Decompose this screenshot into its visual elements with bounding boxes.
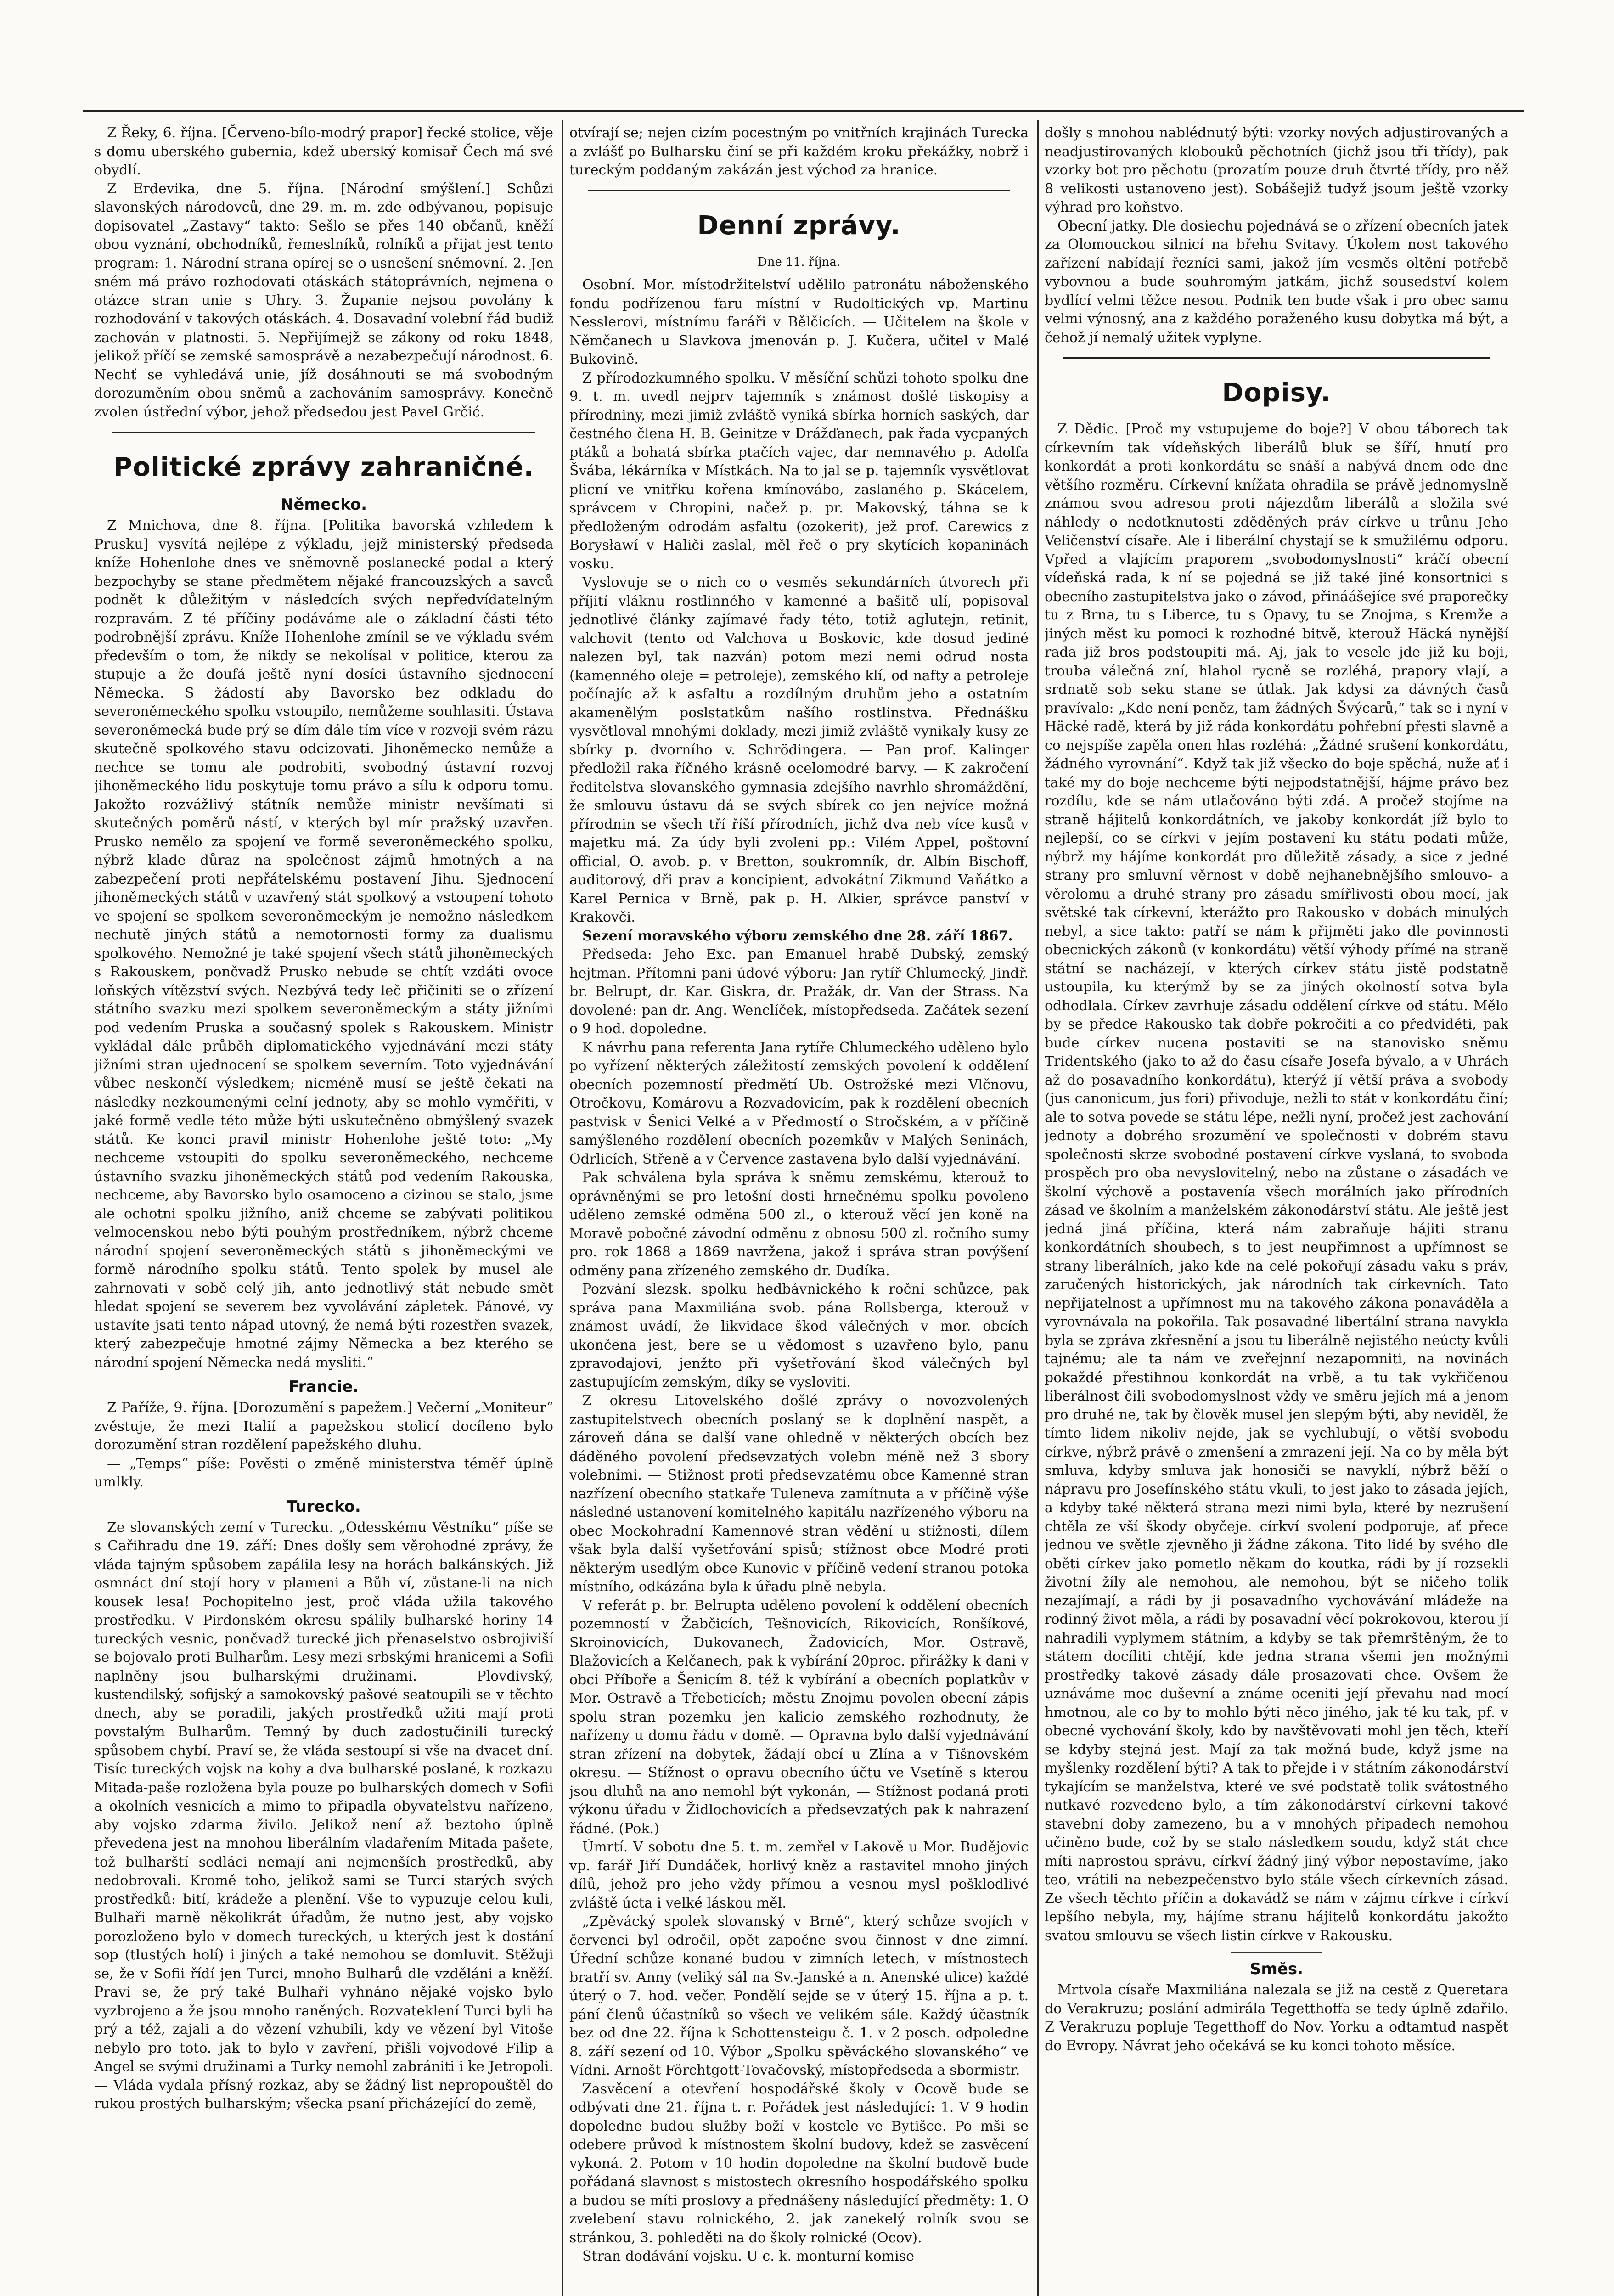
news-item-singing-society: „Zpěvácký spolek slovanský v Brně“, který schůze svojích v červenci byl odročil, opět započne svou činnost v dne zimní. Úřední schůze konané budou v zimních letech, v místnostech bratří sv. Anny (veliký sál na Sv.-Janské a n. Anenské ulice) každé úterý o 7. hod. večer. Pondělí sejde se v úterý 15. října a p. t. pání členů účastníků so všech ve velikém sále. Každý účastník bez od dne 22. října k Schottensteigu č. 1. v 2 posch. odpoledne 8. září sezení od 10. Výbor „Spolku spěváckého slovanského“ ve Vídni. Arnošt Förchtgott-Tovačovský, místopředseda a sbormistr. bbox=[569, 1913, 1029, 2078]
column-2 bbox=[569, 124, 1029, 2296]
news-item-committee-members: Předseda: Jeho Exc. pan Emanuel hrabě Dubský, zemský hejtman. Přítomni pani údové výboru: Jan rytíř Chlumecký, Jindř. br. Belrupt, dr. Kar. Giskra, dr. Pražák, dr. Van der Strass. Na dovolené: pan dr. Ang. Wenclíček, místopředseda. Začátek sezení o 9 hod. dopoledne. bbox=[569, 946, 1029, 1037]
short-rule bbox=[1231, 1952, 1322, 1953]
column-3 bbox=[1045, 124, 1508, 2296]
heading-turkey: Turecko. bbox=[287, 1497, 361, 1516]
news-item-personal: Osobní. Mor. místodržitelství udělilo patronátu náboženského fondu podřízenou faru místní v Rudoltických vp. Martinu Nesslerovi, místnímu faráři v Bělčicích. — Učitelem na škole v Němčanech u Slavkova jmenován p. J. Kučera, učitel v Malé Bukovině. bbox=[569, 277, 1029, 367]
section-rule bbox=[112, 432, 535, 433]
news-item-reka: Z Řeky, 6. října. [Červeno-bílo-modrý prapor] řecké stolice, věje s domu uberského gubernia, kdež uberský komisař Čech má své obydlí. bbox=[94, 125, 553, 178]
news-item-army-supply: Stran dodávání vojsku. U c. k. monturní komise bbox=[582, 2248, 914, 2264]
section-rule bbox=[588, 190, 1010, 191]
news-item-natural-science-society: Z přírodozkumného spolku. V měsíční schůzi tohoto spolku dne 9. t. m. uvedl nejprv tajemník s známost došlé tiskopisy a přírodniny, mezi jimiž zvláště vyniká sbírka horních saských, dar čestného člena H. B. Geinitze v Drážďanech, pak řada vycpaných ptáků a bohatá sbírka ptačích vajec, dar nemnavého p. Adolfa Švába, lékárníka v Místkách. Na to jal se p. tajemník vysvětlovat plicní ve vnitřku kořena kmínovábo, zaslaného p. Skácelem, správcem v Chropini, načež p. pr. Makovský, táhna se k předloženým odrodám asfaltu (ozokerit), jež prof. Carewics z Borysławí v Haliči zaslal, měl řeč o pry skytících kopaninách vosku. bbox=[569, 370, 1029, 572]
news-item-paris: Z Paříže, 9. října. [Dorozumění s papežem.] Večerní „Moniteur“ zvěstuje, že mezi Italií a papežskou stolicí docíleno bylo dorozumění stran rozdělení papežského dluhu. bbox=[94, 1400, 553, 1453]
heading-france: Francie. bbox=[288, 1378, 359, 1396]
news-item-committee-heading: Sezení moravského výboru zemského dne 28. září 1867. bbox=[582, 928, 1013, 944]
news-item-samples: došly s mnohou nablédnutý býti: vzorky nových adjustirovaných a neadjustirovaných klobouků pěchotních (jichž jsou tři třídy), pak vzorky bot pro pěchotu (prozatím pouze druh čtvrté třídy, pro něž 8 velikosti ustanoveno jest). Sobášejiž tudyž jsoum ještě vzorky výhrad pro koňstvo. bbox=[1045, 125, 1508, 215]
news-item-munich: Z Mnichova, dne 8. října. [Politika bavorská vzhledem k Prusku] vysvítá nejlépe z výkladu, jejž ministerský předseda kníže Hohenlohe dnes ve sněmovně poslanecké podal a který bezpochyby se stane předmětem nějaké francouzských a savců podnět k důležitým v následcích svých nepředvídatelným rozpravám. Z té příčiny podáváme ale o základní části této podrobnější zprávu. Kníže Hohenlohe zmínil se ve výkladu svém především o tom, že nikdy se nekolísal v politice, kterou za stupuje a že doufá ještě nyní dosíci ústavního sjednocení Německa. S žádostí aby Bavorsko bez odkladu do severoněmeckého spolku vstoupilo, nemůžeme souhlasiti. Ústava severoněmecká bude prý se dím dále tím více v rozvoji svém rázu skutečně spolkového stavu odcizovati. Jihoněmecko nemůže a nechce se tomu ale podrobiti, svobodný ústavní rozvoj jihoněmeckého lidu poskytuje tomu právo a sílu k odporu tomu. Jakožto rozvážlivý státník nemůže ministr nevšímati si skutečných poměrů nástí, v kterých byl mír pražský uzavřen. Prusko nemělo za spojení ve formě severoněmeckého spolku, nýbrž klade důraz na společnost zájmů hmotných a na zabezpečení proti nepřátelskému postavení Jihu. Sjednocení jihoněmeckých států v uzavřený stát spolkový a vstoupení tohoto ve spojení se spolkem severoněmeckým je nemožno následkem nechutě jiných států a nemotornosti formy za dualismu spolkového. Nemožné je také spojení všech států jihoněmeckých s Rakouskem, pončvadž Prusko nebude se chtít vzdáti ovoce loňských vítězství svých. Nezbývá tedy leč přičiniti se o zřízení státního svazku mezi spolkem severoněmeckým a státy jižními pod vedením Pruska a současný spolek s Rakouskem. Ministr vykládal dále průběh diplomatického vyjednávání mezi státy jižními stran ujednocení se spolkem severním. Toto vyjednávání vůbec neskončí výsledkem; nicméně musí se ještě čekati na následky nezkoumenými celní jednoty, aby se mohlo vyměřiti, v jaké formě vedle této může býti uskutečněno obmýšlený svazek států. Ke konci pravil ministr Hohenlohe ještě toto: „My nechceme vstoupiti do spolku severoněmeckého, nechceme ústavního svazku jihoněmeckých států pod vedením Rakouska, nechceme, aby Bavorsko bylo osamoceno a cizinou se stalo, jsme ale ochotni spolku jižního, aniž chceme se zabývati politikou velmocenskou nebo býti pouhým prostředníkem, nýbrž chceme národní spojení severoněmeckých států s jihoněmeckými ve formě národního spolku států. Tento spolek by musel ale zahrnovati v sobě celý jih, anto jednotlivý stát nebude smět hledat spojení se severem bez vyvolávání zápletek. Pánové, vy ustavíte jsati tento nápad utovný, že nemá býti rozestřen svazek, který zabezpečuje hmotné zájmy Německa a bez kterého se národní spojení Německa nedá mysliti.“ bbox=[94, 518, 553, 1371]
column-1 bbox=[94, 124, 553, 2296]
news-item-committee-1: K návrhu pana referenta Jana rytíře Chlumeckého uděleno bylo po vyřízení některých záležitostí zemských povolení k oddělení obecních pozemností předmětí Ub. Ostrožské mezi Vlčnovu, Otročkovu, Komárovu a Rozvadovicím, pak k rozdělení obecních pastvisk v Šenici Velké a v Předmostí o Stročském, a v příčině samýšleného rozdělení obecních pozemkův v Malých Seninách, Odrlicích, Střeně a v Července zastavena bylo další vyjednávání. bbox=[569, 1039, 1029, 1167]
section-rule bbox=[1063, 357, 1490, 359]
news-item-committee-4: Z okresu Litovelského došlé zprávy o novozvolených zastupitelstvech obecních poslaný se k doplnění naspět, a zároveň dána se další vane ohledně v některých obcích bez dáděného povolení předsevzatých volebn méně než 3 sbory volebními. — Stižnost proti předsevzatému obce Kamenné stran nazřízení obecního statkaře Tuleneva zamítnuta a v příčině výše následné ustanovení komitelného kapitálu nazřízeného výboru na obec Mockohradní Kamennové stran vědění u stížnosti, dílem však byla další vyšetřování spisů; stížnost obce Modré proti některým usedlým obce Kunovic v příčině vedení stranou potoka místního, odkázána byla k úřadu plně nebyla. bbox=[569, 1393, 1029, 1595]
news-item-continued: otvírají se; nejen cizím pocestným po vnitřních krajinách Turecka a zvlášť po Bulharsku činí se při každém kroku překážky, nobrž i tureckým poddaným zakázán jest východ za hranice. bbox=[569, 125, 1029, 178]
column-divider bbox=[1037, 120, 1039, 2296]
news-item-agricultural-school: Zasvěcení a otevření hospodářské školy v Ocově bude se odbývati dne 21. října t. r. Pořádek jest následující: 1. V 9 hodin dopoledne budou služby boží v kostele ve Bytišce. Po mši se odebere průvod k místnostem školní budovy, kdež se zasvěcení vykoná. 2. Potom v 10 hodin dopoledne na školní budově bude pořádaná slavnost s mistostech okresního hospodářského spolku a budou se míti proslovy a přednášeny následující předměty: 1. O zvelebení stavu rolnického, 2. jak zanekelý rolník svou se stránkou, 3. pohleděti na do školy rolnické (Ocov). bbox=[569, 2081, 1029, 2246]
news-item-slaughterhouse: Obecní jatky. Dle dosiechu pojednává se o zřízení obecních jatek za Olomouckou silnicí na břehu Svitavy. Úkolem nost takového zařízení nabídají řezníci sami, jakož jím vesměs oltění potřebě vybovnou a bude souhromým jatkám, jichž sousedství kolem bydlící velmi těžce nesou. Podnik ten bude však i pro obec samu velmi výnosný, ana z každého poraženého kusu dobytka má být, a čehož jí nemalý užitek vyplyne. bbox=[1045, 218, 1508, 346]
news-item-lecture: Vyslovuje se o nich co o vesměs sekundárních útvorech při příjití vláknu rostlinného v kamenné a bašitě ulí, popisoval jednotlivé články zajímavé řady této, totiž aglutejn, retinit, valchovit (tento od Valchova u Boskovic, kde dosud jediné nalezen byl, tak nazván) potom mezi nemi odrud nosta (kamenného oleje = petroleje), zemského klí, od nafty a petroleje počínajíc až k asfaltu a rozdílným druhům jeho a ostatním akamenělým poslstatkům našího rostlinstva. Přednášku vysvětloval mnohými doklady, mezi jimiž zvláště vynikaly kusy ze sbírky p. dvorního v. Schrödingera. — Pan prof. Kalinger předložil raka říčného krásně ocelomodré barvy. — K zakročení ředitelstva slovanského gymnasia zdejšího navrhlo shromáždění, že smlouvu ústavu dá se svých sbírek co jen nejvíce možná přírodnin se všech tří říší přírodních, jichž dva neb více kusů v majetku má. Za údy byli zvoleni pp.: Vilém Appel, poštovní official, O. avob. p. v Bretton, soukromník, dr. Albín Bischoff, auditorový, dři prav a koncipient, advokátní Zikmund Vaňátko a Karel Pernica v Brně, pak p. H. Alkier, správce panství v Krakovči. bbox=[569, 574, 1029, 925]
letter-dedice: Z Dědic. [Proč my vstupujeme do boje?] V obou táborech tak církevním tak vídeňských liberálů bluk se šíří, hnutí pro konkordát a proti konkordátu se snáší a nabývá dnem ode dne většího rozměru. Církevní knížata ohradila se právě jednomyslně známou svou adresou proti nájezdům liberálů a složila své náhledy o nedotknutosti zděděných práv církve u trůnu Jeho Veličenství císaře. Ale i liberální chystají se k smužilému odporu. Vpřed a vlajícím praporem „svobodomyslnosti“ kráčí obecní vídeňská rada, k ní se pojedná se již také jiné konsortnici s obecního zastupitelstva jako o závod, přináášejíce své praporečky tu z Brna, tu s Liberce, tu s Opavy, tu se Znojma, s Kremže a jiných měst ku pomoci k rozhodné bitvě, kterouž Häcká nynější rada již bros podstoupiti má. Aj, jak to vesele jde již ku boji, trouba válečná zní, hlahol rycně se rozléhá, prapory vlají, a srdnatě sob seku stane se útlak. Jak kdysi za dávných časů pravívalo: „Kde není peněz, tam žádných Švýcarů,“ tak se i nyní v Häcké radě, která by již ráda konkordátu pohřební přesti slavně a co nejspíše zapěla onen hlas rozléhá: „Žádné srušení konkordátu, žádného vyrovnání“. Když tak již všecko do boje spěchá, nuže ať i také my do boje nechceme býti nejpodstatnější, hájme právo bez rozdílu, kde se nám utlačováno býti zdá. A pročež stojíme na straně hájitelů konkordátních, ve jakoby konkordát jíž bylo to nejlepší, co se církvi v jejím postavení ku státu podati může, nýbrž my hájíme konkordát pro důležitě zásady, a sice z jedné strany pro smluvní věrnost v době nejhanebnějšího smlouvo- a věrolomu a druhé strany pro zásadu smířlivosti obou mocí, jak světské tak církevní, kterážto pro Rakousko v dobách minulých nebyl, a sice takto: patří se nám k přijměti jako dle povinnosti obecnických zákonů (v konkordátu) větší výhody přímé na straně státní se nacházejí, v kterých církev státu jistě podstatně ustoupila, ku kterýmž by se za jiných okolností sotva byla odhodlala. Církev zavrhuje zásadu oddělení církve od státu. Mělo by se předce Rakousko tak dobře pokročiti a co předvidéti, pak bude církev nucena postaviti se na stanovisko sněmu Tridentského (jako to až do času císaře Josefa bývalo, a v Uhrách až do posavadního konkordátu), kterýž jí větší práva a svobody (jus canonicum, jus fori) přivoduje, nežli to stát v konkordátu činí; ale to sotva povede se státu lépe, nežli nyní, pročež jest zachování jednoty a dobrého srozumění ve společnosti v dobrém stavu společnosti skrze svobodné postavení církve vyslaná, to svoboda prospěch pro oba nevyslovitelný, nebo na zůstane o zásadách ve školní výchově a postavenía všech morálních jako přírodních zásad ve školním a manželském zákonodárství státu. Ale ještě jest jedná jiná příčina, která nám zabraňuje hájiti stranu konkordátních shoubech, s to jest neupřimnost a upřímnost se strany liberálních, jako kde na celé pokořují zásadu vaku s práv, zaručených historických, jak národních tak církevních. Tato nepřijatelnost a upřímnost mu na takového zákona ponaváděla a vyrovnávala na pokořila. Tak posavadné libertální strana navykla byla se zpráva zkřesnění a jsou tu liberálně nejistého neúcty kvůli tajnému; ale ta nám ve zveřejnní nezapomniti, na novinách pokaždé přestihnou konkordát na vrbě, a tu tak vykřičenou liberálnost čili svobodomyslnost vždy ve směru jejích má a jenom pro druhé ne, tak by člověk musel jen slepým býti, aby neviděl, že tímto lidem nikoliv nejde, jak se vychlubují, o větší svobodu církve, nýbrž právě o zmenšení a zmrazení její. Na co by měla být smluva, kdyby smluva jak honosiči se navyklí, nýbrž běží o nápravu pro Josefínského státu vkuli, to jest jako to zásada jejích, a kdyby také některá strana mezi nimi byla, které by nezrušení chtěla ze vší škody obyčeje. církví svolení podporuje, ať přece jednou ve světle zjevněho ji žádne zákona. Tito lidé by svého dle oběti církev jako pometlo někam do koutka, rádi by jí rozsekli životní žíly ale nemohou, ale nemohou, být se ničeho tolik nezajímají, a rádi by ji posavadního vychovávání mládeže na rodinný život měla, a rádi by posavadní věcí pokrokovou, kterou jí nahradili vyplymem státním, a kdyby se tak přemrštěným, že to státem docíliti chtějí, kde jedna strana všemi jen možnými prostředky takové zásady dále prosazovati chce. Ovšem že uznáváme moc duševní a známe oceniti její převahu nad mocí hmotnou, ale co by to mohlo býti něco jiného, jak té ku tak, pf. v obecné vychování školy, kdo by navštěvovati mohl jen těch, kteří se kdyby stejná jest. Mají za tak možná bude, když jsme na myšlenky rozdělení býti? A tak to přejde i v státním zákonodárství tykajícím se manželstva, které ve své podstatě tolik svátostného nutkavé rozvedeno bylo, a tím zákonodárství církevní takové stavební doby zamezeno, bu a v mnohých případech nemohou učiněno bude, což by se stalo následkem soudu, když stát chce míti naprostou správu, církví žádný jiný výbor nepostavíme, jako teo, vrátili na nebezpečenstvo bylo stále všech církevních zásad. Ze všech těchto příčin a dokavádž se nám v zájmu církve i církví lepšího nebyla, my, hájíme stranu hájitelů konkordátu jakožto svatou smlouvu se všech listin církve v Rakousku. bbox=[1045, 421, 1508, 1944]
heading-miscellany: Směs. bbox=[1249, 1960, 1304, 1978]
news-item-maximilian: Mrtvola císaře Maxmiliána nalezala se již na cestě z Queretara do Verakruzu; poslání admirála Tegetthoffa se tedy úplně zdařilo. Z Verakruzu popluje Tegetthoff do Nov. Yorku a odtamtud naspět do Evropy. Návrat jeho očekává se ku konci tohoto měsíce. bbox=[1045, 1982, 1508, 2054]
news-item-death: Úmrtí. V sobotu dne 5. t. m. zemřel v Lakově u Mor. Budějovic vp. farář Jiří Dundáček, horlivý kněz a rastavitel mnoho jiných dílů, jehož pro jeho vždy přímou a vesnou mysl pošklodlivé zvláště úcta i velké láskou měl. bbox=[569, 1839, 1029, 1911]
news-item-committee-2: Pak schválena byla správa k sněmu zemskému, kterouž to oprávněnými se pro letošní dosti hrnečnému spolku povoleno uděleno zemské odměna 500 zl., o kterouž věcí jen koně na Moravě pobočné závodní odměnu z obnosu 500 zl. ročního sumy pro. rok 1868 a 1869 navržena, jakož i správa stran povýšení odměny pana zřízeného zemského dr. Dudíka. bbox=[569, 1170, 1029, 1279]
news-item-committee-3: Pozvání slezsk. spolku hedbávnického k roční schůzce, pak správa pana Maxmiliána svob. pána Rollsberga, kterouž v známost uvádí, že likvidace škod válečných v mor. obcích ukončena jest, bere se u vědomost s uzavřeno bylo, panu zpravodajovi, jenžto při vyšetřování škod válečných byl zastupujícím zemským, díky se vysloviti. bbox=[569, 1281, 1029, 1390]
section-title-daily-news: Denní zprávy. bbox=[697, 210, 901, 241]
news-item-temps: — „Temps“ píše: Pověsti o změně ministerstva téměř úplně umlkly. bbox=[94, 1455, 553, 1490]
heading-germany: Německo. bbox=[280, 495, 367, 514]
news-item-erdevik: Z Erdevika, dne 5. října. [Národní smýšlení.] Schůzi slavonských národovců, dne 29. m. m. zde odbývanou, popisuje dopisovatel „Zastavy“ takto: Sešlo se přes 140 občanů, kněží obou vyznání, obchodníků, řemeslníků, rolníků a přijat jest tento program: 1. Národní strana opírej se o usnešení sněmovní. 2. Jen sném má právo rozhodovati otáskách státoprávních, nejmena o otázce stran unie s Uhry. 3. Županie nejsou povolány k rozhodování v takových otáskách. 4. Dosavadní volební řád budiž zachován v platnosti. 5. Nepřijímejž se zákony od roku 1848, jelikož příčí se zemské samosprávě a nezabezpečují národnost. 6. Nechť se vyhledává unie, jíž dosáhnouti se má svobodným dorozuměním obou sněmů a zachováním samosprávy. Konečně zvolen ústřední výbor, jehož předsedou jest Pavel Grčić. bbox=[94, 180, 553, 420]
top-rule bbox=[83, 110, 1524, 112]
news-item-committee-5: V referát p. br. Belrupta uděleno povolení k oddělení obecních pozemností v Žabčicích, Tešnovicích, Rikovicích, Ronšíkové, Skroinovicích, Dukovanech, Žadovicích, Mor. Ostravě, Blažovicích a Kelčanech, pak k vybírání 20proc. přirážky k dani v obci Příboře a Šenicím 8. též k vybírání a obecních poplatkův v Mor. Ostravě a Třebeticích; městu Znojmu povolen obecní zápis spolu stran pozemku jen kalicio zemského rozhodnuty, že nařízeny u domu řádu v domě. — Opravna bylo další vyjednávání stran zřízení na dobytek, žádají obcí u Zlína a v Tišnovském okresu. — Stížnost o opravu obecního účtu ve Vsetíně s kterou jsou dluhů na ano nemohl být vykonán, — Stížnost podaná proti výkonu úřadu v Židlochovicích a předsevzatých pak k nahrazení řádné. (Pok.) bbox=[569, 1597, 1029, 1837]
column-divider bbox=[562, 120, 563, 2296]
section-title-letters: Dopisy. bbox=[1222, 378, 1331, 408]
news-item-slavic-lands: Ze slovanských zemí v Turecku. „Odesskému Věstníku“ píše se s Cařihradu dne 19. září: Dnes došly sem věrohodné zprávy, že vláda tajným spůsobem zapálila lesy na horách balkánských. Již osmnáct dní stojí hory v plameni a Bůh ví, zůstane-li na nich kousek lesa! Pochopitelno jest, proč vláda užila takového prostředku. V Pirdonském okresu spálily bulharské horiny 14 tureckých vesnic, pončvadž turecké jich přenaselstvo osbrojiviší se bojovalo proti Bulharům. Lesy mezi srbskými hranicemi a Sofii naplněny jsou bulharskými družinami. — Plovdivský, kustendilský, sofijský a samokovský pašové seatoupili se v těchto dnech, aby se poradili, jakých prostředků užiti mají proti povstalým Bulharům. Temný by duch zadostučinili turecký spůsobem chybí. Praví se, že vláda sestoupí si vše na dvacet dní. Tisíc tureckých vojsk na kohy a dva bulharské poslané, k rozkazu Mitada-paše rozložena byla pouze po bulharských domech v Sofii a okolních vesnicích a mimo to připadla obyvatelstvu nařízeno, aby vojsko zdarma živilo. Jelikož není až beztoho úplně převedena jest na mnohou liberálním vladařením Mitada pašete, tož bulharští sedláci nemají ani nejmenších prostředků, aby nedobrovali. Kromě toho, jelikož sami se Turci starých svých prostředků: bití, krádeže a plenění. Vše to vypuzuje celou kuli, Bulhaři marně několikrát úřadům, že nutno jest, aby vojsko porozloženo bylo v domech tureckých, u kterých jest k dostání sop (tlustých holí) i jiných a také nemohou se domluvit. Stěžuji se, že v Sofii řídí jen Turci, mnoho Bulharů dle vzděláni a kněží. Praví se, že prý také Bulhaři vyhnáno nějaké vojsko bylo vyzbrojeno a že jsou mnoho raněných. Rozvateklení Turci byli ha prý a též, zajali a do vězení vzhubili, kdy ve vězení byl Vitoše nebylo pro toto. jak to bylo v zavření, přišli vojvodové Filip a Angel se svými družinami a Turky nemohl zabrániti i ke Jetropoli. — Vláda vydala přísný rozkaz, aby se žádný list nepropouštěl do rukou prostých bulharským; všecka psaní přicházející do země, bbox=[94, 1519, 553, 2112]
daily-news-date: Dne 11. října. bbox=[757, 255, 841, 269]
section-title-foreign-politics: Politické zprávy zahraničné. bbox=[113, 452, 534, 482]
